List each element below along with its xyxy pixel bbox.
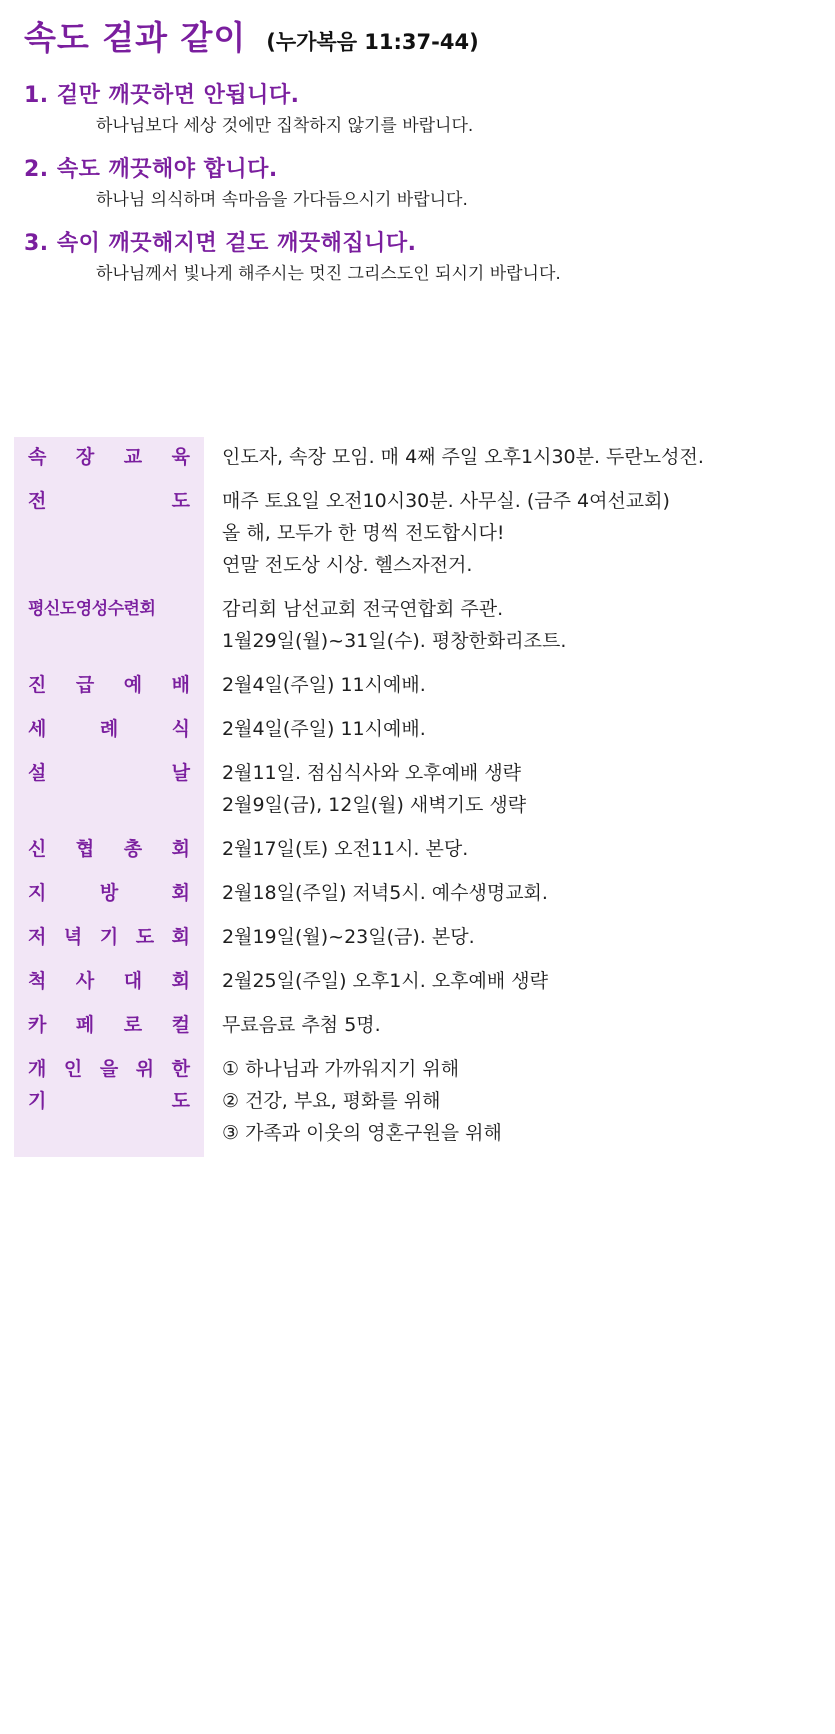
news-label-line — [28, 1053, 190, 1085]
news-details — [204, 917, 824, 961]
news-label-line — [28, 757, 190, 789]
news-label-char: 례 — [99, 718, 119, 740]
news-label-char: 진 — [28, 674, 47, 696]
news-label-line — [28, 1009, 190, 1041]
news-label-char: 페 — [75, 1014, 95, 1036]
news-label-char: 사 — [75, 970, 95, 992]
news-row — [14, 753, 824, 829]
scripture-reference: (누가복음 11:37-44) — [266, 30, 479, 54]
news-label-char: 을 — [99, 1058, 119, 1080]
news-details — [204, 829, 824, 873]
news-label-char: 도 — [135, 926, 155, 948]
sermon-point-text: 하나님보다 세상 것에만 집착하지 않기를 바랍니다. — [96, 116, 474, 136]
news-row — [14, 589, 824, 665]
news-label-char: 대 — [123, 970, 143, 992]
news-label-char: 카 — [28, 1014, 47, 1036]
news-details — [204, 481, 824, 589]
sermon-point — [24, 82, 824, 138]
news-label — [14, 589, 204, 665]
sermon-point — [24, 230, 824, 286]
news-row — [14, 917, 824, 961]
news-label — [14, 1049, 204, 1157]
news-label-char: 위 — [135, 1058, 155, 1080]
news-detail-line: 2월4일(주일) 11시예배. — [222, 674, 426, 696]
news-label-line — [28, 921, 190, 953]
news-label-char: 회 — [171, 926, 190, 948]
news-label-char: 회 — [171, 882, 190, 904]
sermon-point — [24, 156, 824, 212]
news-label-char: 방 — [99, 882, 119, 904]
news-label-char: 교 — [123, 446, 143, 468]
sermon-title-line — [24, 12, 824, 58]
news-row — [14, 481, 824, 589]
sermon-point-text: 하나님 의식하며 속마음을 가다듬으시기 바랍니다. — [96, 190, 468, 210]
news-details — [204, 1005, 824, 1049]
news-label-char: 육 — [171, 446, 190, 468]
news-label-char: 세 — [28, 718, 47, 740]
news-label-char: 저 — [28, 926, 47, 948]
news-label-line — [28, 485, 190, 517]
sermon-point-heading: 3. 속이 깨끗해지면 겉도 깨끗해집니다. — [24, 231, 417, 256]
news-details — [204, 1049, 824, 1157]
news-detail-line: 2월19일(월)~23일(금). 본당. — [222, 926, 475, 948]
news-details — [204, 665, 824, 709]
news-label — [14, 481, 204, 589]
news-label-line — [28, 1085, 190, 1117]
news-label-char: 전 — [28, 490, 47, 512]
news-label-char: 회 — [171, 838, 190, 860]
news-label-line — [28, 669, 190, 701]
news-detail-line: 2월25일(주일) 오후1시. 오후예배 생략 — [222, 970, 548, 992]
news-detail-line: 무료음료 추첨 5명. — [222, 1014, 381, 1036]
news-label-char: 녁 — [63, 926, 83, 948]
news-details — [204, 873, 824, 917]
news-label-char: 협 — [75, 838, 95, 860]
news-detail-line: 2월11일. 점심식사와 오후예배 생략 — [222, 762, 522, 784]
news-label-char: 총 — [123, 838, 143, 860]
news-row — [14, 1005, 824, 1049]
news-row — [14, 829, 824, 873]
news-detail-line: 2월17일(토) 오전11시. 본당. — [222, 838, 469, 860]
news-label-line — [28, 965, 190, 997]
news-label-char: 컬 — [171, 1014, 190, 1036]
news-label-char: 신 — [28, 838, 47, 860]
church-news-table — [14, 437, 824, 1157]
news-details — [204, 437, 824, 481]
news-label — [14, 829, 204, 873]
news-label-char: 배 — [171, 674, 190, 696]
news-label-char: 로 — [123, 1014, 143, 1036]
sermon-point-heading: 2. 속도 깨끗해야 합니다. — [24, 157, 278, 182]
news-detail-line: 인도자, 속장 모임. 매 4째 주일 오후1시30분. 두란노성전. — [222, 446, 704, 468]
news-label-line — [28, 441, 190, 473]
news-detail-line: 2월18일(주일) 저녁5시. 예수생명교회. — [222, 882, 548, 904]
news-label-char: 기 — [99, 926, 119, 948]
news-label-char: 회 — [171, 970, 190, 992]
news-detail-line: ③ 가족과 이웃의 영혼구원을 위해 — [222, 1122, 502, 1144]
news-label — [14, 961, 204, 1005]
news-label-char: 한 — [171, 1058, 190, 1080]
news-detail-line: 연말 전도상 시상. 헬스자전거. — [222, 554, 473, 576]
news-label-char: 인 — [63, 1058, 83, 1080]
news-details — [204, 589, 824, 665]
news-label — [14, 917, 204, 961]
news-detail-line: 감리회 남선교회 전국연합회 주관. — [222, 598, 504, 620]
news-detail-line: ① 하나님과 가까워지기 위해 — [222, 1058, 460, 1080]
news-details — [204, 753, 824, 829]
news-detail-line: 올 해, 모두가 한 명씩 전도합시다! — [222, 522, 505, 544]
news-label-char: 기 — [28, 1090, 47, 1112]
news-label — [14, 709, 204, 753]
news-label-char: 도 — [171, 1090, 190, 1112]
sermon-section — [24, 12, 824, 286]
news-label-char: 척 — [28, 970, 47, 992]
news-label-char: 속 — [28, 446, 47, 468]
news-label-line — [28, 713, 190, 745]
news-label — [14, 437, 204, 481]
news-label-char: 지 — [28, 882, 47, 904]
sermon-title: 속도 겉과 같이 — [24, 18, 247, 57]
news-detail-line: 2월9일(금), 12일(월) 새벽기도 생략 — [222, 794, 527, 816]
news-label-char: 급 — [75, 674, 95, 696]
news-label-char: 도 — [171, 490, 190, 512]
news-row — [14, 961, 824, 1005]
news-label-char: 날 — [171, 762, 190, 784]
news-label-char: 개 — [28, 1058, 47, 1080]
news-detail-line: ② 건강, 부요, 평화를 위해 — [222, 1090, 441, 1112]
news-row — [14, 873, 824, 917]
news-row — [14, 665, 824, 709]
news-label — [14, 753, 204, 829]
news-detail-line: 2월4일(주일) 11시예배. — [222, 718, 426, 740]
news-label-line — [28, 833, 190, 865]
news-details — [204, 709, 824, 753]
sermon-point-text: 하나님께서 빛나게 해주시는 멋진 그리스도인 되시기 바랍니다. — [96, 264, 561, 284]
news-label-char: 예 — [123, 674, 143, 696]
news-detail-line: 1월29일(월)~31일(수). 평창한화리조트. — [222, 630, 567, 652]
news-detail-line: 매주 토요일 오전10시30분. 사무실. (금주 4여선교회) — [222, 490, 670, 512]
news-row — [14, 1049, 824, 1157]
news-label — [14, 1005, 204, 1049]
news-label-line — [28, 877, 190, 909]
news-label-char: 설 — [28, 762, 47, 784]
news-label — [14, 873, 204, 917]
news-label — [14, 665, 204, 709]
news-label-char: 장 — [75, 446, 95, 468]
news-row — [14, 709, 824, 753]
news-label-char: 식 — [171, 718, 190, 740]
news-label-line: 평신도영성수련회 — [28, 599, 156, 619]
news-row — [14, 437, 824, 481]
sermon-point-heading: 1. 겉만 깨끗하면 안됩니다. — [24, 83, 300, 108]
news-details — [204, 961, 824, 1005]
